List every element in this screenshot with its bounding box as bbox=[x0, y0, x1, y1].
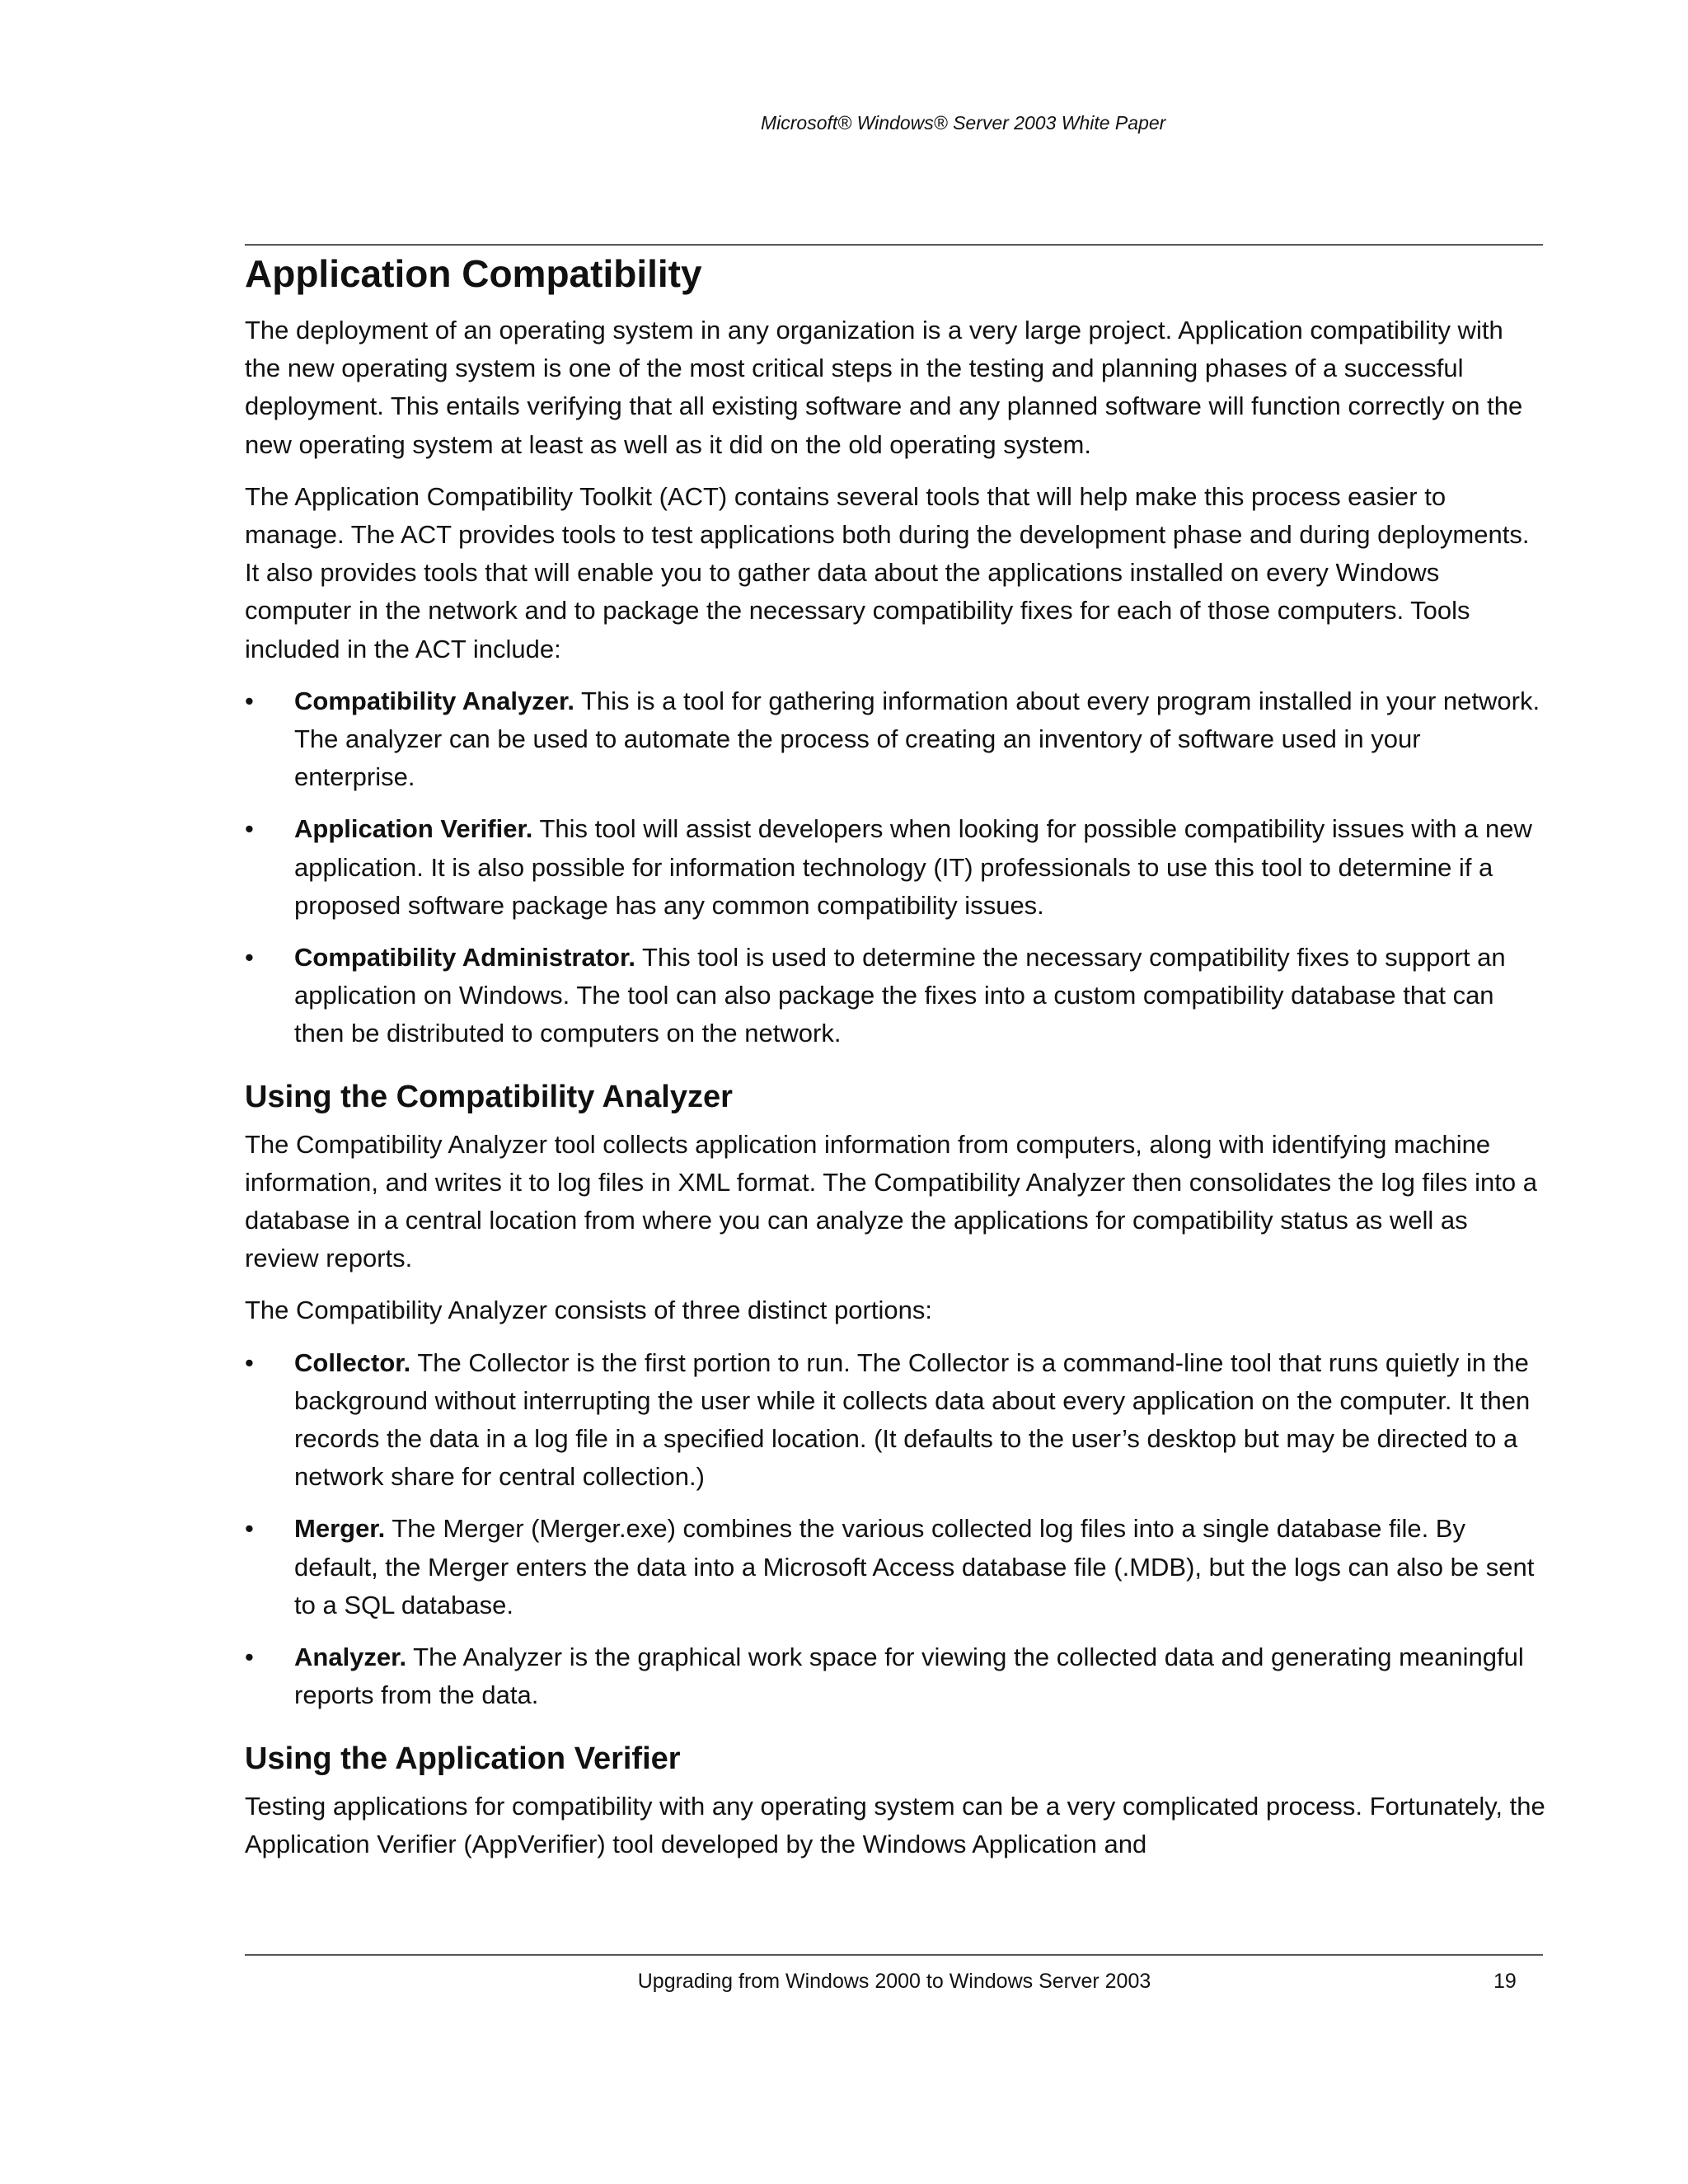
list-item-term: Application Verifier. bbox=[294, 814, 533, 844]
list-item-term: Collector. bbox=[294, 1347, 411, 1377]
list-item-term: Analyzer. bbox=[294, 1643, 407, 1672]
bullet-icon: • bbox=[245, 814, 254, 844]
list-item bbox=[245, 939, 1545, 1053]
bullet-icon: • bbox=[245, 943, 254, 972]
list-item bbox=[245, 1638, 1545, 1714]
page-body bbox=[245, 246, 1545, 1877]
list-item bbox=[245, 1510, 1545, 1624]
bullet-icon: • bbox=[245, 1643, 254, 1672]
list-item-term: Compatibility Analyzer. bbox=[294, 686, 574, 715]
section-heading-compatibility-analyzer: Using the Compatibility Analyzer bbox=[245, 1079, 733, 1114]
bullet-icon: • bbox=[245, 1514, 254, 1544]
paragraph: The Compatibility Analyzer tool collects application information from computers, along with identifying machine information, and writes it to log files in XML format. The Compatibility Analyzer then consolidates the log files into a database in a central location from where you can analyze the applications for compatibility status as well as review reports. bbox=[245, 1129, 1537, 1273]
list-item bbox=[245, 1344, 1545, 1497]
paragraph: The Compatibility Analyzer consists of three distinct portions: bbox=[245, 1296, 932, 1325]
list-item-text: The Merger (Merger.exe) combines the various collected log files into a single database file. By default, the Merger enters the data into a Microsoft Access database file (.MDB), but the logs can also be sent to a SQL database. bbox=[294, 1514, 1535, 1619]
list-item-text: This tool will assist developers when looking for possible compatibility issues with a new application. It is also possible for information technology (IT) professionals to use this tool to determine if a proposed software package has any common compatibility issues. bbox=[294, 814, 1532, 920]
list-item-text: The Analyzer is the graphical work space for viewing the collected data and generating meaningful reports from the data. bbox=[294, 1643, 1524, 1710]
list-item-text: This tool is used to determine the necessary compatibility fixes to support an application on Windows. The tool can also package the fixes into a custom compatibility database that can then be distributed to computers on the network. bbox=[294, 943, 1506, 1048]
paragraph: The Application Compatibility Toolkit (ACT) contains several tools that will help make this process easier to manage. The ACT provides tools to test applications both during the development phase and during deployments. It also provides tools that will enable you to gather data about the applications installed on every Windows computer in the network and to package the necessary compatibility fixes for each of those computers. Tools included in the ACT include: bbox=[245, 481, 1530, 663]
list-item-text: The Collector is the first portion to run. The Collector is a command-line tool that runs quietly in the background without interrupting the user while it collects data about every application on the computer. It then records the data in a log file in a specified location. (It defaults to the user’s desktop but may be directed to a network share for central collection.) bbox=[294, 1347, 1531, 1492]
paragraph: Testing applications for compatibility with any operating system can be a very complicated process. Fortunately, the Application Verifier (AppVerifier) tool developed by the Windows Application and bbox=[245, 1791, 1545, 1858]
list-item bbox=[245, 682, 1545, 797]
bullet-icon: • bbox=[245, 1347, 254, 1377]
section-heading-application-verifier: Using the Application Verifier bbox=[245, 1741, 681, 1776]
list-item-text: This is a tool for gathering information about every program installed in your network. The analyzer can be used to automate the process of creating an inventory of software used in your enterprise. bbox=[294, 686, 1540, 792]
page-number: 19 bbox=[1493, 1970, 1517, 1993]
tool-list bbox=[245, 682, 1545, 1053]
section-heading-application-compatibility: Application Compatibility bbox=[245, 252, 702, 295]
list-item bbox=[245, 810, 1545, 925]
analyzer-portions-list bbox=[245, 1344, 1545, 1715]
list-item-term: Compatibility Administrator. bbox=[294, 943, 635, 972]
running-header: Microsoft® Windows® Server 2003 White Paper bbox=[761, 112, 1166, 134]
footer-document-title: Upgrading from Windows 2000 to Windows Server 2003 bbox=[637, 1970, 1151, 1993]
footer-rule bbox=[245, 1954, 1543, 1956]
paragraph: The deployment of an operating system in any organization is a very large project. Application compatibility with the new operating system is one of the most critical steps in the testing and planning phases of a successful deployment. This entails verifying that all existing software and any planned software will function correctly on the new operating system at least as well as it did on the old operating system. bbox=[245, 316, 1523, 459]
list-item-term: Merger. bbox=[294, 1514, 386, 1544]
bullet-icon: • bbox=[245, 686, 254, 715]
